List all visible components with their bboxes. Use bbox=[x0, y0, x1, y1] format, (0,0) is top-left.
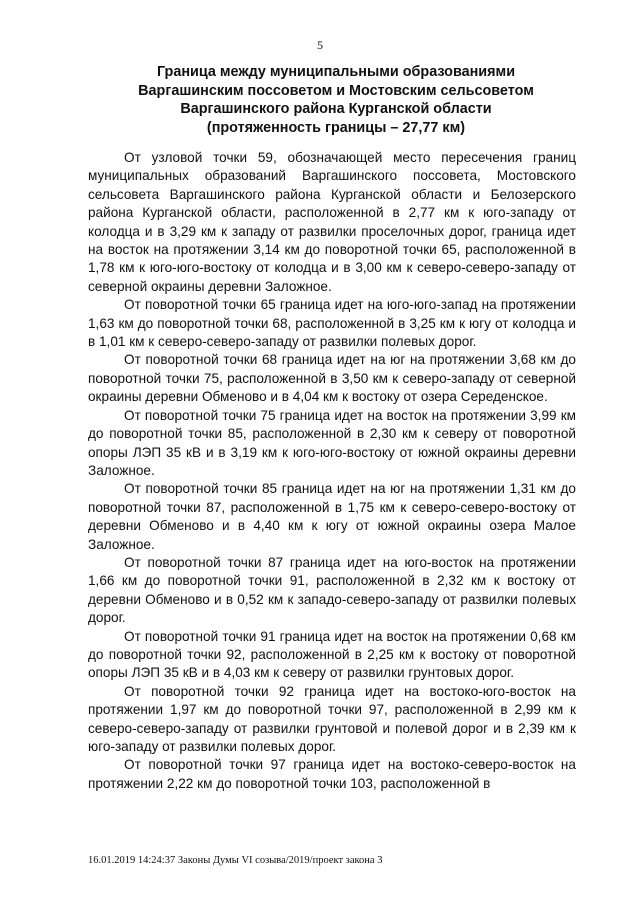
footer-stamp: 16.01.2019 14:24:37 Законы Думы VI созыва/2019/проект закона 3 bbox=[88, 855, 383, 866]
paragraph-2: От поворотной точки 65 граница идет на юго-юго-запад на протяжении 1,63 км до поворотной точки 68, расположенной в 3,25 км к югу от колодца и в 1,01 км к северо-северо-западу от развилки полевых дорог. bbox=[88, 297, 576, 350]
document-title bbox=[88, 63, 584, 137]
paragraph-9: От поворотной точки 97 граница идет на востоко-северо-восток на протяжении 2,22 км до поворотной точки 103, расположенной в bbox=[88, 757, 576, 791]
paragraph-6: От поворотной точки 87 граница идет на юго-восток на протяжении 1,66 км до поворотной точки 91, расположенной в 2,32 км к востоку от деревни Обменово и в 0,52 км к западо-северо-западу от развилки полевых дорог. bbox=[88, 554, 576, 626]
paragraph-5: От поворотной точки 85 граница идет на юг на протяжении 1,31 км до поворотной точки 87, расположенной в 1,75 км к северо-северо-востоку от деревни Обменово и в 4,40 км к югу от южной окраины озера Малое Заложное. bbox=[88, 481, 576, 552]
document-body bbox=[88, 149, 576, 793]
paragraph-1: От узловой точки 59, обозначающей место пересечения границ муниципальных образований Варгашинского поссовета, Мостовского сельсовета Варгашинского района Курганской области и Белозерского района Курганской области, расположенной в 2,77 км к юго-западу от колодца и в 3,29 км к западу от развилки проселочных дорог, граница идет на восток на протяжении 3,14 км до поворотной точки 65, расположенной в 1,78 км к юго-юго-востоку от колодца и в 3,00 км к северо-северо-западу от северной окраины деревни Заложное. bbox=[88, 150, 576, 294]
title-line-3: Варгашинского района Курганской области bbox=[180, 101, 492, 117]
paragraph-8: От поворотной точки 92 граница идет на востоко-юго-восток на протяжении 1,97 км до поворотной точки 97, расположенной в 2,99 км к северо-северо-западу от развилки грунтовой и полевой дорог и в 2,39 км к юго-западу от развилки полевых дорог. bbox=[88, 683, 576, 754]
title-line-1: Граница между муниципальными образованиями bbox=[156, 64, 516, 80]
page-number: 5 bbox=[317, 38, 323, 52]
paragraph-3: От поворотной точки 68 граница идет на юг на протяжении 3,68 км до поворотной точки 75, расположенной в 3,50 км к северо-западу от северной окраины деревни Обменово и в 4,04 км к востоку от озера Середенское. bbox=[88, 352, 576, 405]
title-line-2: Варгашинским поссоветом и Мостовским сельсоветом bbox=[138, 82, 534, 99]
title-line-4: (протяженность границы – 27,77 км) bbox=[206, 119, 466, 136]
paragraph-7: От поворотной точки 91 граница идет на восток на протяжении 0,68 км до поворотной точки 92, расположенной в 2,25 км к востоку от поворотной опоры ЛЭП 35 кВ и в 4,03 км к северу от развилки грунтовых дорог. bbox=[88, 628, 576, 681]
paragraph-4: От поворотной точки 75 граница идет на восток на протяжении 3,99 км до поворотной точки 85, расположенной в 2,30 км к северу от поворотной опоры ЛЭП 35 кВ и в 3,19 км к юго-юго-востоку от южной окраины деревни Заложное. bbox=[88, 407, 576, 478]
